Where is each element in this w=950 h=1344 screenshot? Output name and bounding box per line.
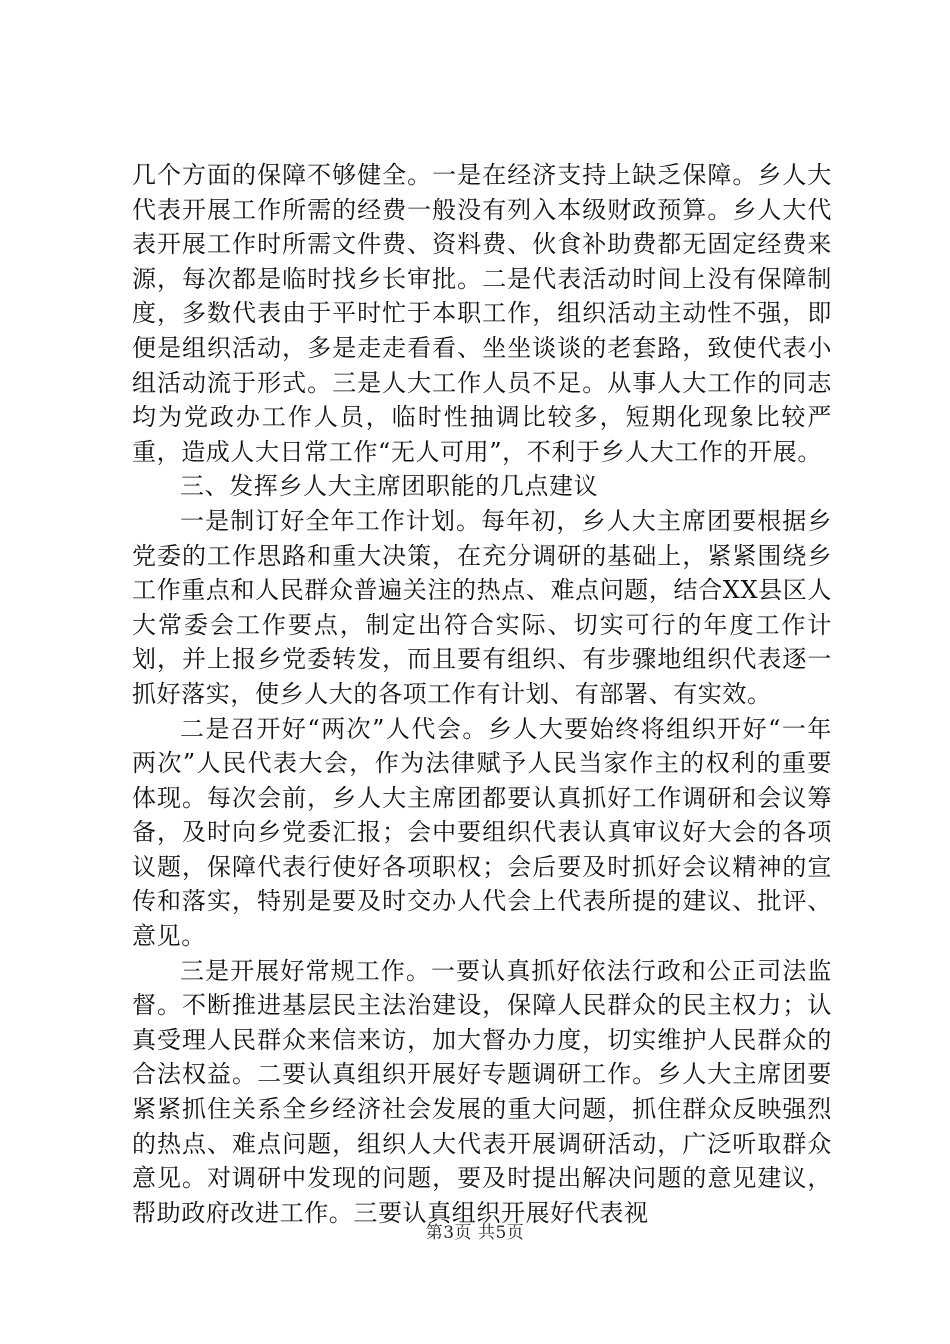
- document-body: [132, 158, 832, 1230]
- section-heading: 三、发挥乡人大主席团职能的几点建议: [180, 472, 599, 501]
- paragraph-continuation: 几个方面的保障不够健全。一是在经济支持上缺乏保障。乡人大代表开展工作所需的经费一般没有列入本级财政预算。乡人大代表开展工作时所需文件费、资料费、伙食补助费都无固定经费来源，每次都是临时找乡长审批。二是代表活动时间上没有保障制度，多数代表由于平时忙于本职工作，组织活动主动性不强，即便是组织活动，多是走走看看、坐坐谈谈的老套路，致使代表小组活动流于形式。三是人大工作人员不足。从事人大工作的同志均为党政办工作人员，临时性抽调比较多，短期化现象比较严重，造成人大日常工作“无人可用”，不利于乡人大工作的开展。: [132, 161, 832, 466]
- paragraph-routine-work: 三是开展好常规工作。一要认真抓好依法行政和公正司法监督。不断推进基层民主法治建设，保障人民群众的民主权力；认真受理人民群众来信来访，加大督办力度，切实维护人民群众的合法权益。二要认真组织开展好专题调研工作。乡人大主席团要紧紧抓住关系全乡经济社会发展的重大问题，抓住群众反映强烈的热点、难点问题，组织人大代表开展调研活动，广泛听取群众意见。对调研中发现的问题，要及时提出解决问题的意见建议，帮助政府改进工作。三要认真组织开展好代表视: [132, 956, 832, 1227]
- page-footer: 第3页 共5页: [425, 1223, 525, 1243]
- paragraph-annual-plan: 一是制订好全年工作计划。每年初，乡人大主席团要根据乡党委的工作思路和重大决策，在充分调研的基础上，紧紧围绕乡工作重点和人民群众普遍关注的热点、难点问题，结合XX县区人大常委会工作要点，制定出符合实际、切实可行的年度工作计划，并上报乡党委转发，而且要有组织、有步骤地组织代表逐一抓好落实，使乡人大的各项工作有计划、有部署、有实效。: [132, 506, 832, 708]
- paragraph-two-sessions: 二是召开好“两次”人代会。乡人大要始终将组织开好“一年两次”人民代表大会，作为法律赋予人民当家作主的权利的重要体现。每次会前，乡人大主席团都要认真抓好工作调研和会议筹备，及时向乡党委汇报；会中要组织代表认真审议好大会的各项议题，保障代表行使好各项职权；会后要及时抓好会议精神的宣传和落实，特别是要及时交办人代会上代表所提的建议、批评、意见。: [132, 714, 832, 951]
